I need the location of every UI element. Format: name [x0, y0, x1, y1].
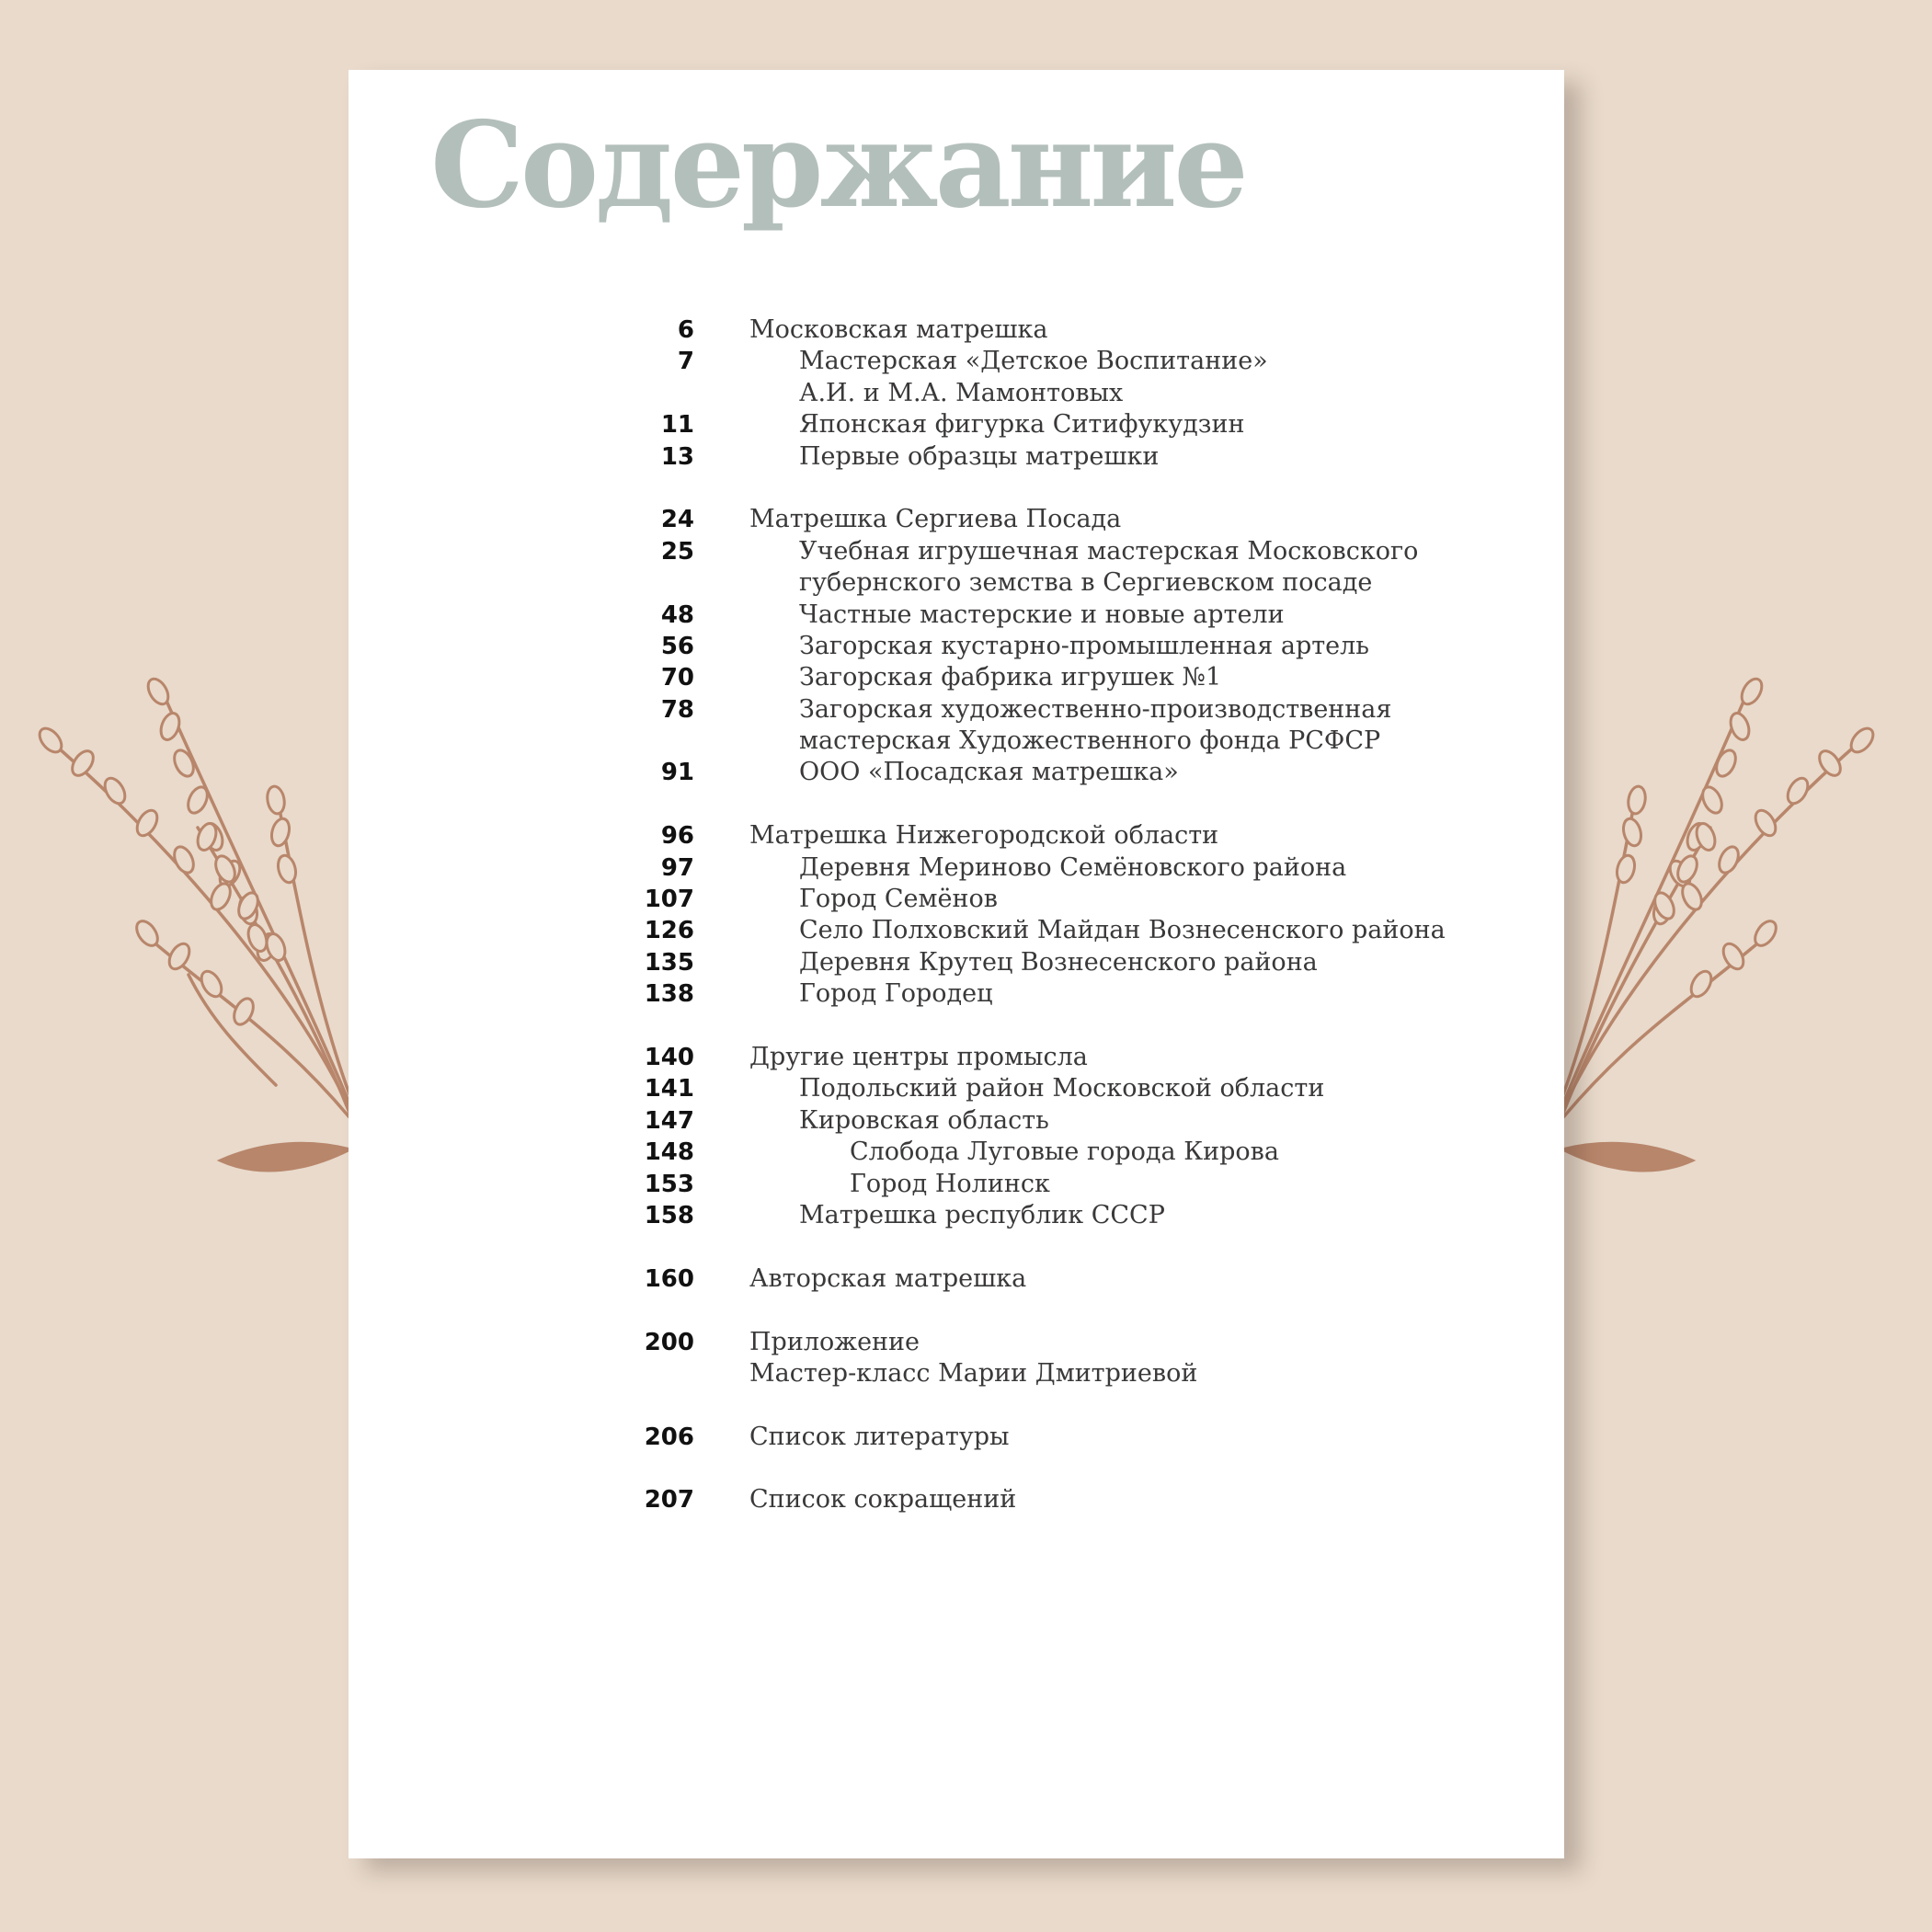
toc-entry-title: Японская фигурка Ситифукудзин	[799, 410, 1245, 440]
willow-bud	[266, 785, 287, 816]
toc-entry-title: Деревня Крутец Вознесенского района	[799, 947, 1318, 977]
willow-bud	[133, 807, 162, 840]
toc-entry	[349, 915, 1564, 946]
toc-entry	[349, 1422, 1564, 1453]
toc-entry	[349, 1137, 1564, 1168]
toc-page-number: 160	[644, 1264, 694, 1293]
willow-bud	[166, 941, 194, 973]
toc-page-number: 126	[644, 917, 694, 945]
toc-page-number: 148	[644, 1138, 694, 1167]
toc-entry-title: Учебная игрушечная мастерская Московского	[799, 536, 1419, 566]
willow-bud	[1815, 748, 1845, 780]
toc-page-number: 24	[660, 506, 694, 534]
willow-bud	[171, 844, 198, 876]
toc-page-number: 48	[660, 600, 694, 629]
toc-entry-title: Первые образцы матрешки	[799, 441, 1160, 471]
toc-entry	[349, 1042, 1564, 1073]
toc-entry	[349, 567, 1564, 599]
toc-entry	[349, 314, 1564, 346]
toc-entry-title: Загорская фабрика игрушек №1	[799, 663, 1222, 692]
toc-page-number: 138	[644, 980, 694, 1009]
toc-page-number: 158	[644, 1201, 694, 1229]
page-title: Содержание	[430, 97, 1245, 234]
toc-entry-title: Город Городец	[799, 979, 993, 1009]
toc-entry-title: Загорская художественно-производственная	[799, 694, 1392, 724]
willow-bud	[157, 711, 182, 742]
toc-entry-title: Приложение	[749, 1327, 920, 1356]
toc-page-number: 206	[644, 1423, 694, 1451]
toc-entry-title: Подольский район Московской области	[799, 1074, 1325, 1103]
toc-page-number: 13	[660, 442, 694, 471]
toc-page-number: 141	[644, 1075, 694, 1103]
toc-entry	[349, 662, 1564, 693]
willow-bud	[1727, 711, 1752, 742]
toc-page-number: 91	[660, 759, 694, 787]
toc-entry-title: Список литературы	[749, 1422, 1010, 1451]
toc-entry	[349, 441, 1564, 473]
toc-page-number: 78	[660, 695, 694, 724]
willow-bud	[1752, 807, 1780, 840]
toc-entry	[349, 757, 1564, 788]
willow-bud	[1716, 844, 1743, 876]
toc-entry-title: Город Нолинск	[850, 1169, 1050, 1198]
toc-page-number: 207	[644, 1486, 694, 1515]
toc-entry-title: губернского земства в Сергиевском посаде	[799, 568, 1373, 598]
toc-entry	[349, 409, 1564, 440]
toc-entry-title: Матрешка республик СССР	[799, 1200, 1165, 1229]
toc-entry-title: Другие центры промысла	[749, 1042, 1088, 1071]
toc-entry	[349, 852, 1564, 884]
toc-entry	[349, 1358, 1564, 1389]
toc-entry-title: Село Полховский Майдан Вознесенского района	[799, 916, 1446, 945]
toc-page-number: 7	[677, 348, 694, 376]
toc-page-number: 11	[660, 411, 694, 440]
willow-bud	[269, 817, 292, 848]
toc-entry	[349, 1073, 1564, 1104]
toc-entry-title: Матрешка Нижегородской области	[749, 821, 1219, 851]
toc-page-number: 107	[644, 886, 694, 914]
toc-page-number: 70	[660, 664, 694, 692]
toc-entry	[349, 1200, 1564, 1231]
toc-entry-title: Загорская кустарно-промышленная артель	[799, 631, 1369, 660]
toc-entry	[349, 346, 1564, 377]
toc-entry	[349, 1327, 1564, 1358]
toc-page-number: 25	[660, 537, 694, 566]
toc-entry-title: Деревня Мериново Семёновского района	[799, 852, 1347, 882]
toc-entry	[349, 536, 1564, 567]
toc-entry-title: мастерская Художественного фонда РСФСР	[799, 726, 1381, 756]
willow-bud	[1713, 748, 1740, 780]
toc-entry	[349, 694, 1564, 726]
toc-entry-title: Московская матрешка	[749, 315, 1048, 344]
toc-entry	[349, 978, 1564, 1010]
toc-entry-title: Кировская область	[799, 1105, 1049, 1135]
table-of-contents	[349, 314, 1564, 1516]
willow-bud	[1720, 941, 1748, 973]
toc-entry-title: А.И. и М.А. Мамонтовых	[799, 378, 1124, 407]
willow-bud	[101, 775, 130, 807]
toc-entry	[349, 504, 1564, 535]
toc-page-number: 97	[660, 853, 694, 882]
willow-bud	[1614, 853, 1637, 885]
toc-entry-title: Авторская матрешка	[749, 1263, 1027, 1293]
toc-entry-title: Слобода Луговые города Кирова	[850, 1137, 1279, 1167]
toc-entry	[349, 1484, 1564, 1515]
toc-page-number: 56	[660, 632, 694, 660]
toc-page-number: 147	[644, 1106, 694, 1135]
toc-page-number: 153	[644, 1170, 694, 1198]
willow-bud	[275, 853, 298, 885]
toc-entry	[349, 600, 1564, 631]
willow-bud	[171, 748, 198, 780]
willow-bud	[1846, 725, 1877, 757]
toc-entry-title: Мастерская «Детское Воспитание»	[799, 347, 1268, 376]
toc-entry-title: Список сокращений	[749, 1485, 1017, 1515]
toc-entry	[349, 726, 1564, 757]
willow-bud	[68, 748, 97, 780]
willow-bud	[1620, 817, 1643, 848]
willow-bud	[1784, 775, 1812, 807]
toc-entry-title: Город Семёнов	[799, 885, 998, 914]
toc-entry	[349, 378, 1564, 409]
toc-entry-title: Частные мастерские и новые артели	[799, 600, 1285, 629]
toc-entry-title: Мастер-класс Марии Дмитриевой	[749, 1358, 1198, 1388]
willow-bud	[1627, 785, 1648, 816]
toc-entry	[349, 1169, 1564, 1200]
toc-entry	[349, 884, 1564, 915]
toc-entry-title: Матрешка Сергиева Посада	[749, 505, 1122, 534]
toc-entry	[349, 631, 1564, 662]
willow-bud	[1699, 784, 1726, 817]
toc-page-number: 96	[660, 822, 694, 851]
toc-entry	[349, 1105, 1564, 1137]
toc-entry	[349, 1263, 1564, 1295]
book-page	[349, 70, 1564, 1858]
toc-entry	[349, 820, 1564, 852]
toc-page-number: 140	[644, 1043, 694, 1071]
toc-page-number: 6	[677, 316, 694, 344]
toc-entry	[349, 947, 1564, 978]
toc-page-number: 135	[644, 948, 694, 977]
toc-page-number: 200	[644, 1328, 694, 1356]
toc-entry-title: ООО «Посадская матрешка»	[799, 758, 1179, 787]
